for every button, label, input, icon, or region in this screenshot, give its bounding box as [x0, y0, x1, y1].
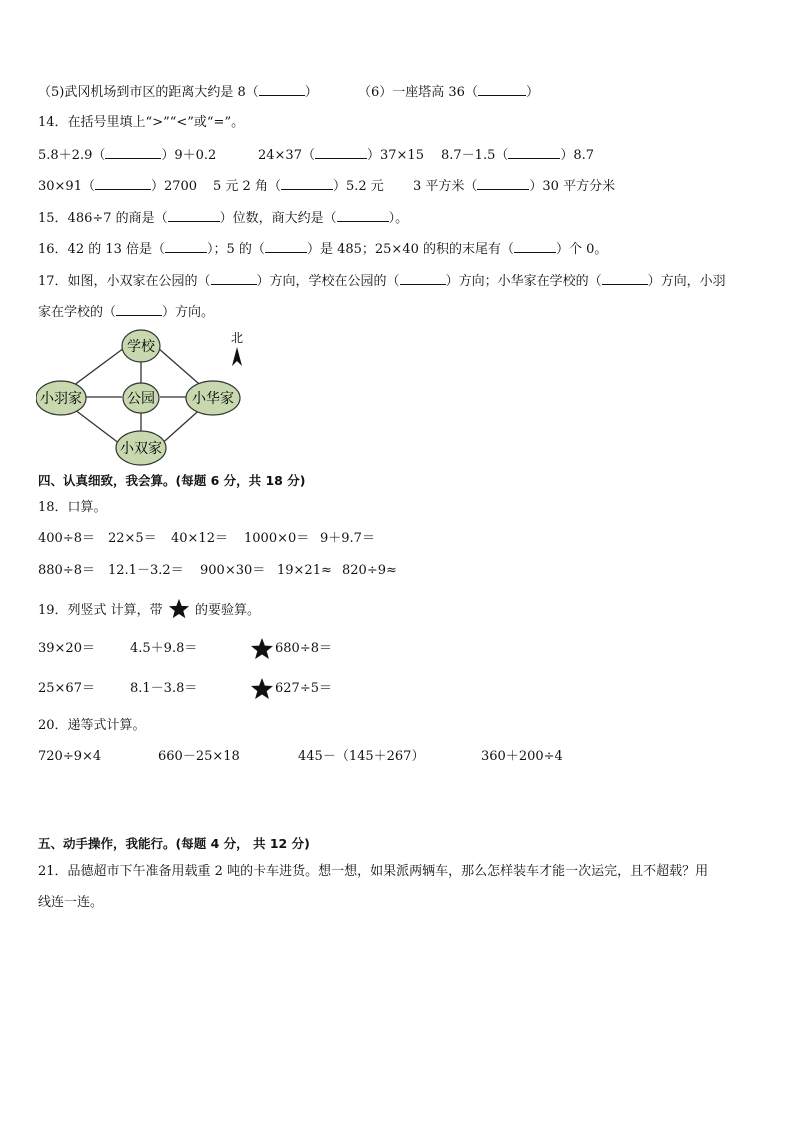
star-icon	[168, 598, 190, 620]
xiaoyu-home-label: 小羽家	[40, 391, 82, 407]
mental-calc-item: 9＋9.7＝	[320, 531, 375, 546]
xiaohua-home-label: 小华家	[192, 391, 234, 407]
stepwise-calc-item: 445－（145＋267）	[298, 749, 425, 764]
mental-calc-item: 400÷8＝	[38, 531, 95, 546]
mental-calc-item: 12.1－3.2＝	[108, 563, 184, 578]
stepwise-calc-item: 660－25×18	[158, 749, 240, 764]
answer-blank[interactable]	[602, 272, 648, 285]
vertical-calc-item: 680÷8＝	[275, 641, 332, 656]
section4-title: 四、认真细致，我会算。(每题 6 分，共 18 分)	[38, 473, 306, 488]
mental-calc-item: 22×5＝	[108, 531, 157, 546]
q13-item6: （6）一座塔高 36（ ）	[358, 85, 539, 100]
answer-blank[interactable]	[259, 83, 305, 96]
star-icon	[250, 637, 274, 661]
mental-calc-item: 880÷8＝	[38, 563, 95, 578]
answer-blank[interactable]	[116, 303, 162, 316]
vertical-calc-item: 627÷5＝	[275, 681, 332, 696]
answer-blank[interactable]	[281, 177, 333, 190]
answer-blank[interactable]	[514, 240, 556, 253]
mental-calc-item: 1000×0＝	[244, 531, 310, 546]
answer-blank[interactable]	[508, 146, 560, 159]
vertical-calc-item: 4.5＋9.8＝	[130, 641, 198, 656]
answer-blank[interactable]	[105, 146, 161, 159]
q13-item5-text: （5)武冈机场到市区的距离大约是 8（	[38, 85, 259, 100]
q18-stem: 18．口算。	[38, 500, 107, 515]
school-label: 学校	[127, 339, 155, 355]
q13-item6-text: （6）一座塔高 36（	[358, 85, 478, 100]
park-label: 公园	[127, 391, 155, 407]
vertical-calc-item: 39×20＝	[38, 641, 95, 656]
vertical-calc-item: 8.1－3.8＝	[130, 681, 198, 696]
q14-compare-item: 3 平方米（ ）30 平方分米	[413, 179, 616, 194]
answer-blank[interactable]	[165, 240, 207, 253]
answer-blank[interactable]	[95, 177, 151, 190]
vertical-calc-item: 25×67＝	[38, 681, 95, 696]
q17-line2: 家在学校的（ ）方向。	[38, 305, 215, 320]
q19-stem: 19．列竖式 计算，带 的要验算。	[38, 598, 260, 620]
q14-compare-item: 5.8＋2.9（ ）9＋0.2	[38, 148, 217, 163]
q21-line1: 21．品德超市下午准备用载重 2 吨的卡车进货。想一想，如果派两辆车，那么怎样装车才能一次运完，且不超载？用	[38, 864, 709, 879]
mental-calc-item: 820÷9≈	[342, 563, 397, 578]
q14-compare-item: 24×37（ ）37×15	[258, 148, 424, 163]
answer-blank[interactable]	[400, 272, 446, 285]
q14-compare-item: 5 元 2 角（ ）5.2 元	[213, 179, 384, 194]
q17-line1: 17．如图，小双家在公园的（ ）方向，学校在公园的（ ）方向；小华家在学校的（ ）方向，小羽	[38, 274, 726, 289]
xiaoshuang-home-label: 小双家	[120, 441, 162, 457]
answer-blank[interactable]	[477, 177, 529, 190]
answer-blank[interactable]	[211, 272, 257, 285]
q14-stem: 14．在括号里填上“>”“<”或“=”。	[38, 115, 245, 130]
mental-calc-item: 900×30＝	[200, 563, 266, 578]
answer-blank[interactable]	[168, 209, 220, 222]
stepwise-calc-item: 360＋200÷4	[481, 749, 563, 764]
north-label: 北	[230, 331, 244, 345]
answer-blank[interactable]	[265, 240, 307, 253]
stepwise-calc-item: 720÷9×4	[38, 749, 102, 764]
mental-calc-item: 40×12＝	[171, 531, 228, 546]
q15: 15．486÷7 的商是（ ）位数，商大约是（ ）。	[38, 211, 409, 226]
q13-items-5-6: （5)武冈机场到市区的距离大约是 8（ ）	[38, 85, 318, 100]
mental-calc-item: 19×21≈	[277, 563, 332, 578]
q14-compare-item: 8.7－1.5（ ）8.7	[441, 148, 595, 163]
answer-blank[interactable]	[315, 146, 367, 159]
north-arrow-icon	[232, 347, 242, 366]
q14-compare-item: 30×91（ ）2700	[38, 179, 198, 194]
answer-blank[interactable]	[478, 83, 526, 96]
answer-blank[interactable]	[337, 209, 389, 222]
q21-line2: 线连一连。	[38, 895, 104, 910]
q16: 16．42 的 13 倍是（ ）；5 的（ ）是 485；25×40 的积的末尾有（ ）个 0。	[38, 242, 608, 257]
star-icon	[250, 677, 274, 701]
location-map	[36, 326, 256, 466]
q20-stem: 20．递等式计算。	[38, 718, 146, 733]
section5-title: 五、动手操作，我能行。(每题 4 分， 共 12 分)	[38, 836, 310, 851]
